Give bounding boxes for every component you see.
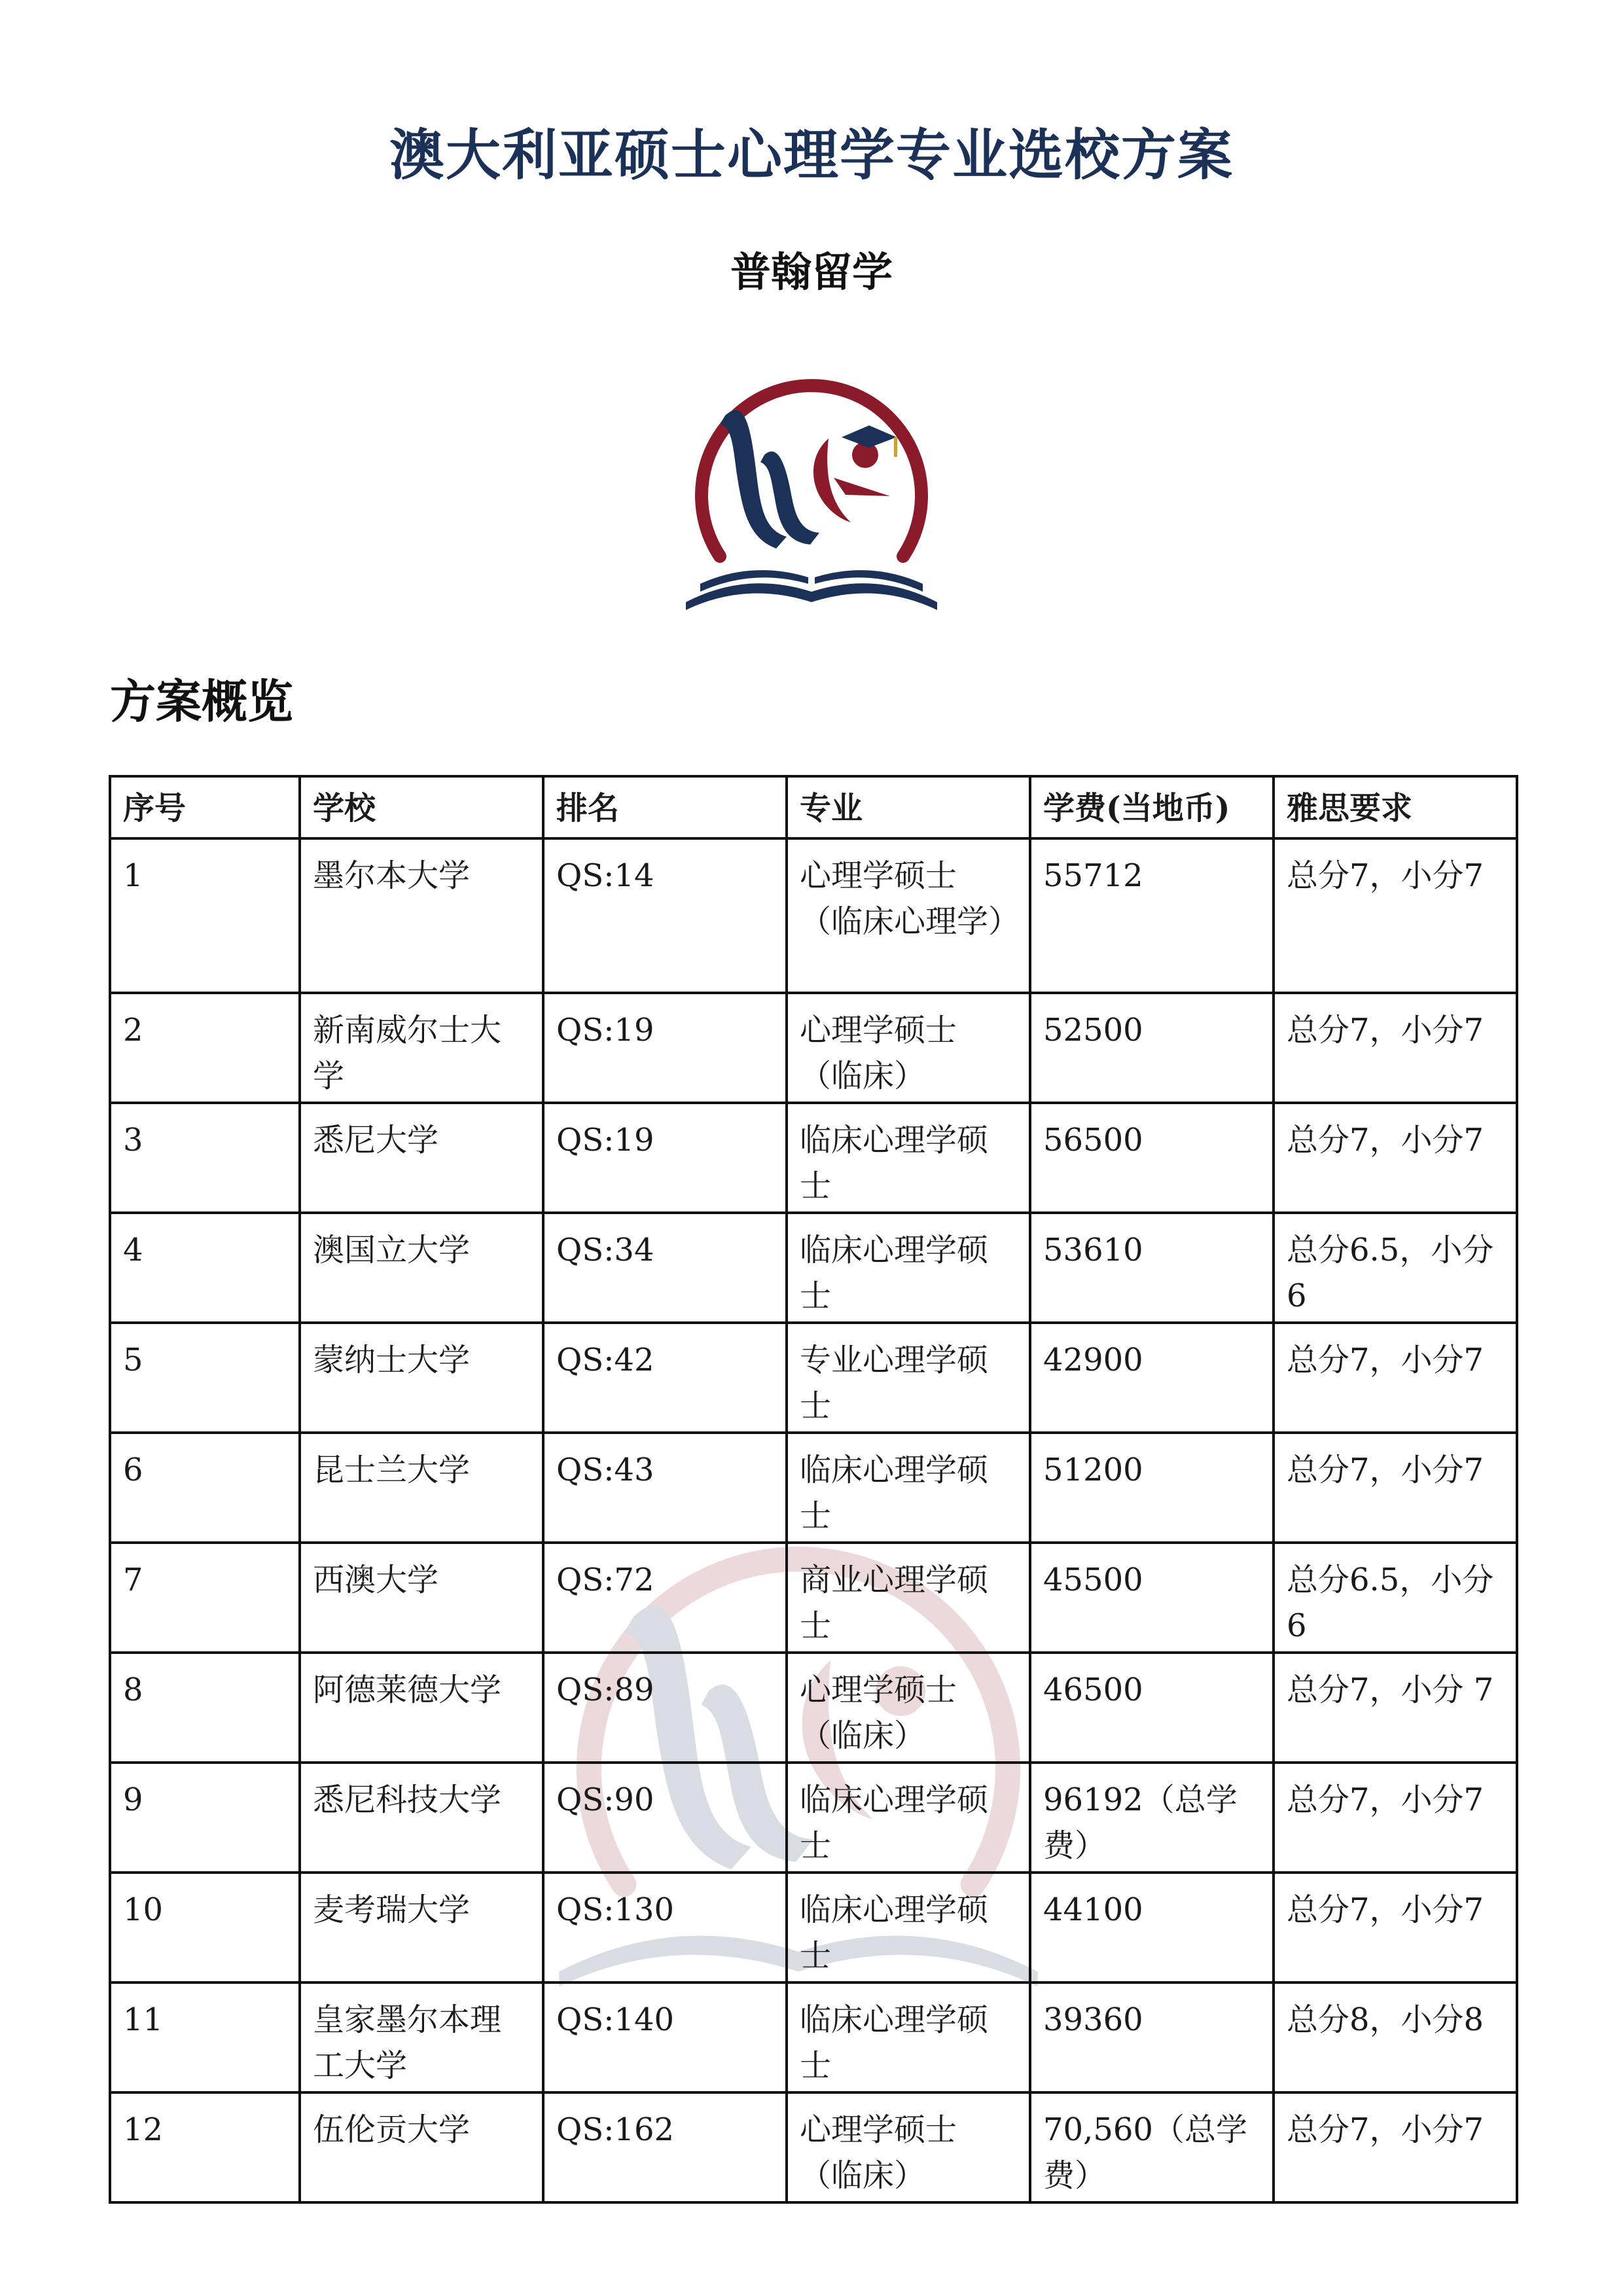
cell-index: 3 xyxy=(110,1103,300,1213)
cell-ielts: 总分7，小分 7 xyxy=(1274,1653,1517,1763)
header-major: 专业 xyxy=(787,776,1030,838)
cell-tuition: 45500 xyxy=(1030,1543,1274,1653)
table-row xyxy=(110,1323,1517,1433)
cell-ranking: QS:14 xyxy=(543,838,787,993)
header-school: 学校 xyxy=(300,776,543,838)
cell-major: 临床心理学硕士 xyxy=(787,1213,1030,1323)
cell-ranking: QS:19 xyxy=(543,1103,787,1213)
cell-major: 心理学硕士（临床心理学） xyxy=(787,838,1030,993)
table-header-row xyxy=(110,776,1517,838)
document-title: 澳大利亚硕士心理学专业选校方案 xyxy=(389,122,1234,187)
cell-index: 1 xyxy=(110,838,300,993)
cell-school: 麦考瑞大学 xyxy=(300,1873,543,1982)
cell-school: 蒙纳士大学 xyxy=(300,1323,543,1433)
table-row xyxy=(110,838,1517,993)
cell-ielts: 总分6.5，小分6 xyxy=(1274,1213,1517,1323)
cell-major: 临床心理学硕士 xyxy=(787,1873,1030,1982)
header-tuition: 学费(当地币) xyxy=(1030,776,1274,838)
cell-index: 5 xyxy=(110,1323,300,1433)
cell-tuition: 53610 xyxy=(1030,1213,1274,1323)
cell-tuition: 51200 xyxy=(1030,1433,1274,1543)
table-row xyxy=(110,993,1517,1103)
cell-ielts: 总分8，小分8 xyxy=(1274,1982,1517,2092)
table-row xyxy=(110,2092,1517,2202)
cell-ranking: QS:42 xyxy=(543,1323,787,1433)
cell-index: 4 xyxy=(110,1213,300,1323)
cell-major: 临床心理学硕士 xyxy=(787,1433,1030,1543)
cell-ielts: 总分7，小分7 xyxy=(1274,1763,1517,1873)
cell-tuition: 70,560（总学费） xyxy=(1030,2092,1274,2202)
cell-index: 10 xyxy=(110,1873,300,1982)
table-row xyxy=(110,1543,1517,1653)
cell-school: 阿德莱德大学 xyxy=(300,1653,543,1763)
cell-school: 澳国立大学 xyxy=(300,1213,543,1323)
cell-tuition: 55712 xyxy=(1030,838,1274,993)
cell-ranking: QS:34 xyxy=(543,1213,787,1323)
cell-major: 临床心理学硕士 xyxy=(787,1982,1030,2092)
cell-index: 2 xyxy=(110,993,300,1103)
cell-school: 皇家墨尔本理工大学 xyxy=(300,1982,543,2092)
cell-major: 心理学硕士（临床） xyxy=(787,2092,1030,2202)
cell-index: 11 xyxy=(110,1982,300,2092)
cell-index: 6 xyxy=(110,1433,300,1543)
cell-school: 悉尼科技大学 xyxy=(300,1763,543,1873)
table-row xyxy=(110,1982,1517,2092)
table-row xyxy=(110,1433,1517,1543)
cell-ranking: QS:90 xyxy=(543,1763,787,1873)
cell-ranking: QS:162 xyxy=(543,2092,787,2202)
cell-ielts: 总分6.5，小分6 xyxy=(1274,1543,1517,1653)
cell-major: 临床心理学硕士 xyxy=(787,1763,1030,1873)
table-row xyxy=(110,1653,1517,1763)
cell-ranking: QS:43 xyxy=(543,1433,787,1543)
cell-index: 9 xyxy=(110,1763,300,1873)
cell-school: 悉尼大学 xyxy=(300,1103,543,1213)
table-row xyxy=(110,1213,1517,1323)
cell-major: 专业心理学硕士 xyxy=(787,1323,1030,1433)
cell-school: 昆士兰大学 xyxy=(300,1433,543,1543)
cell-ranking: QS:89 xyxy=(543,1653,787,1763)
table-row xyxy=(110,1103,1517,1213)
cell-tuition: 44100 xyxy=(1030,1873,1274,1982)
section-title: 方案概览 xyxy=(110,674,293,728)
cell-ielts: 总分7，小分7 xyxy=(1274,838,1517,993)
school-plan-table xyxy=(109,775,1518,2204)
cell-ranking: QS:72 xyxy=(543,1543,787,1653)
cell-index: 8 xyxy=(110,1653,300,1763)
header-index: 序号 xyxy=(110,776,300,838)
cell-ielts: 总分7，小分7 xyxy=(1274,2092,1517,2202)
cell-tuition: 52500 xyxy=(1030,993,1274,1103)
cell-school: 新南威尔士大学 xyxy=(300,993,543,1103)
table-row xyxy=(110,1763,1517,1873)
cell-ielts: 总分7，小分7 xyxy=(1274,1103,1517,1213)
agency-name: 普翰留学 xyxy=(730,248,893,296)
cell-tuition: 39360 xyxy=(1030,1982,1274,2092)
cell-major: 商业心理学硕士 xyxy=(787,1543,1030,1653)
cell-ielts: 总分7，小分7 xyxy=(1274,993,1517,1103)
cell-ielts: 总分7，小分7 xyxy=(1274,1433,1517,1543)
cell-major: 心理学硕士（临床） xyxy=(787,993,1030,1103)
cell-school: 墨尔本大学 xyxy=(300,838,543,993)
cell-index: 7 xyxy=(110,1543,300,1653)
cell-major: 心理学硕士（临床） xyxy=(787,1653,1030,1763)
cell-school: 伍伦贡大学 xyxy=(300,2092,543,2202)
cell-ranking: QS:140 xyxy=(543,1982,787,2092)
school-logo-icon xyxy=(674,340,949,622)
header-ielts: 雅思要求 xyxy=(1274,776,1517,838)
cell-tuition: 46500 xyxy=(1030,1653,1274,1763)
cell-tuition: 42900 xyxy=(1030,1323,1274,1433)
cell-index: 12 xyxy=(110,2092,300,2202)
cell-tuition: 96192（总学费） xyxy=(1030,1763,1274,1873)
cell-ielts: 总分7，小分7 xyxy=(1274,1323,1517,1433)
header-ranking: 排名 xyxy=(543,776,787,838)
cell-ranking: QS:130 xyxy=(543,1873,787,1982)
cell-school: 西澳大学 xyxy=(300,1543,543,1653)
cell-tuition: 56500 xyxy=(1030,1103,1274,1213)
cell-major: 临床心理学硕士 xyxy=(787,1103,1030,1213)
cell-ielts: 总分7，小分7 xyxy=(1274,1873,1517,1982)
table-row xyxy=(110,1873,1517,1982)
cell-ranking: QS:19 xyxy=(543,993,787,1103)
